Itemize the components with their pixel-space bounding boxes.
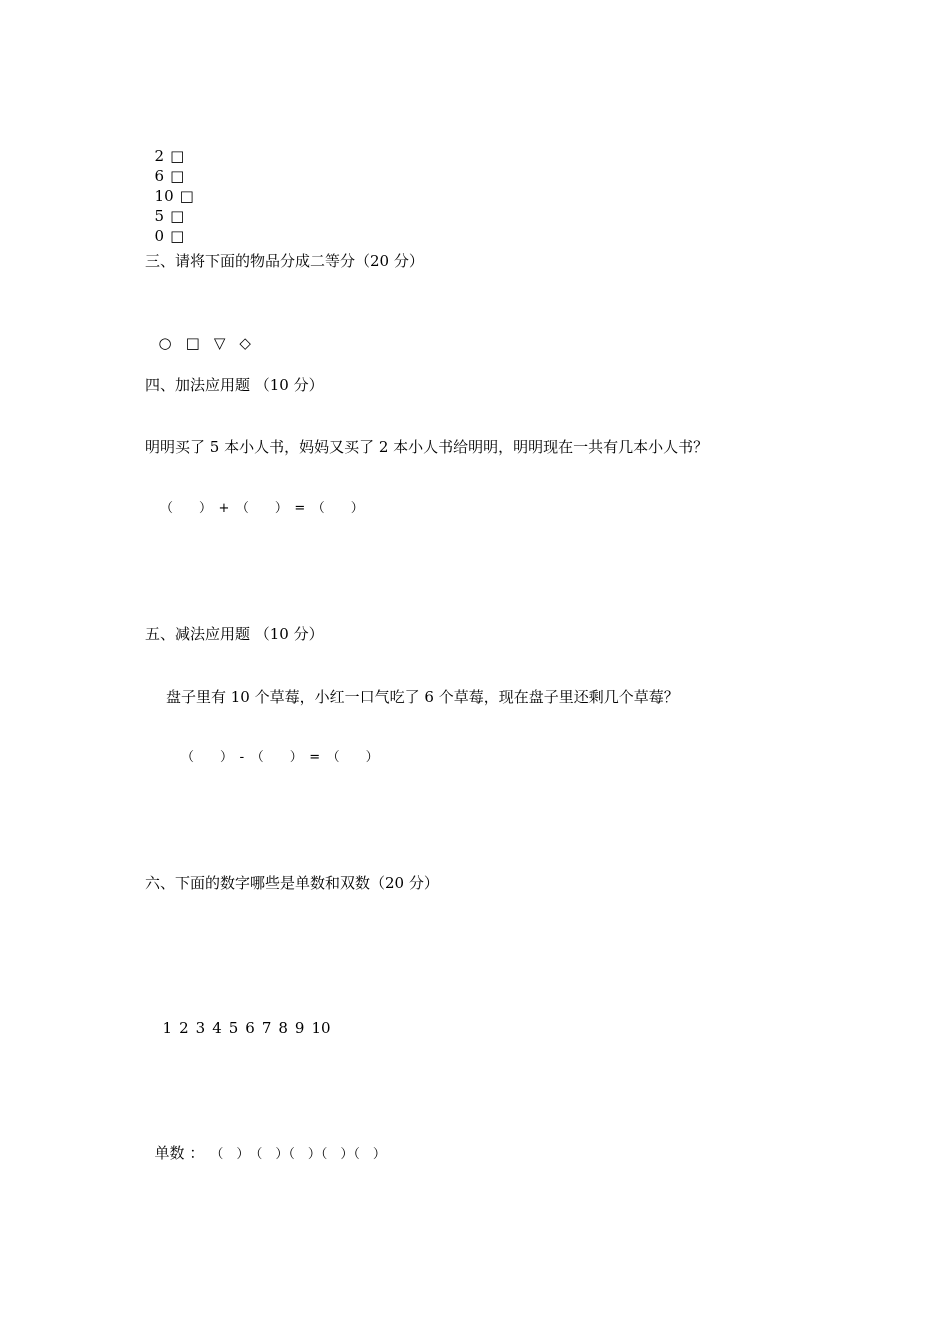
answer-box[interactable]: □ — [170, 147, 185, 165]
odd-numbers-row — [145, 1123, 386, 1165]
triangle-down-icon: ▽ — [213, 334, 226, 352]
section5-heading: 五、减法应用题 （10 分） — [145, 625, 324, 643]
section4-question: 明明买了 5 本小人书，妈妈又买了 2 本小人书给明明，明明现在一共有几本小人书？ — [145, 438, 709, 456]
number-item: 7 — [261, 1019, 272, 1037]
number-item: 9 — [294, 1019, 305, 1037]
section5-question: 盘子里有 10 个草莓，小红一口气吃了 6 个草莓，现在盘子里还剩几个草莓？ — [166, 688, 679, 706]
answer-box[interactable]: □ — [170, 167, 185, 185]
number-item: 8 — [278, 1019, 288, 1037]
section5-equation[interactable]: （ ） - （ ） = （ ） — [181, 750, 379, 765]
section4-equation[interactable]: （ ） + （ ） = （ ） — [160, 501, 364, 516]
number-item: 2 — [179, 1019, 189, 1037]
section6-heading: 六、下面的数字哪些是单数和双数（20 分） — [145, 874, 439, 892]
answer-box[interactable]: □ — [170, 227, 185, 245]
answer-box[interactable]: □ — [179, 187, 194, 205]
number-item: 6 — [245, 1019, 255, 1037]
number-10: 10 — [154, 187, 174, 205]
number-box-row — [145, 126, 216, 246]
odd-blanks[interactable]: （ ） （ ）（ ）（ ）（ ） — [210, 1147, 386, 1162]
section3-heading: 三、请将下面的物品分成二等分（20 分） — [145, 252, 424, 270]
number-item: 3 — [195, 1019, 206, 1037]
number-item: 5 — [228, 1019, 239, 1037]
number-6: 6 — [154, 167, 165, 185]
answer-box[interactable]: □ — [170, 207, 185, 225]
number-5: 5 — [154, 207, 165, 225]
square-icon: □ — [185, 334, 200, 352]
circle-icon: ○ — [158, 334, 172, 352]
number-item: 10 — [311, 1019, 331, 1037]
number-0: 0 — [154, 227, 165, 245]
section4-heading: 四、加法应用题 （10 分） — [145, 376, 324, 394]
number-item: 1 — [162, 1019, 173, 1037]
numbers-row — [153, 998, 338, 1038]
shapes-row — [149, 313, 265, 353]
diamond-icon: ◇ — [239, 334, 251, 352]
odd-label: 单数 ： — [154, 1144, 205, 1162]
number-2: 2 — [154, 147, 165, 165]
number-item: 4 — [212, 1019, 222, 1037]
